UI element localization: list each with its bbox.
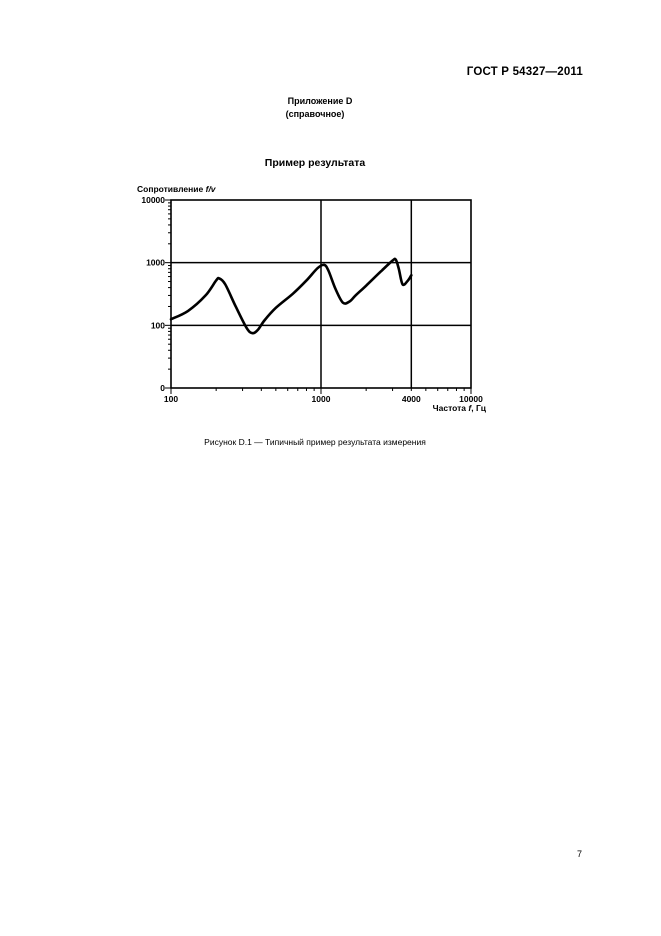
y-tick-label: 10000	[141, 195, 165, 205]
annex-subtitle: (справочное)	[285, 109, 345, 119]
figure-caption: Рисунок D.1 — Типичный пример результата измерения	[204, 437, 426, 447]
section-title: Пример результата	[264, 157, 366, 169]
x-tick-label: 10000	[459, 394, 483, 404]
x-axis-label: Частота f, Гц	[432, 403, 486, 413]
grid-layer	[171, 200, 471, 388]
y-tick-label: 1000	[146, 257, 165, 268]
impedance-chart	[0, 0, 661, 430]
annex-title: Приложение D	[287, 96, 353, 106]
x-tick-label: 1000	[311, 394, 331, 404]
x-tick-label: 100	[163, 394, 179, 404]
x-tick-label: 4000	[401, 394, 421, 404]
data-series-line	[171, 259, 411, 333]
labels-layer	[141, 195, 483, 404]
y-tick-label: 100	[150, 320, 165, 331]
series-layer	[171, 259, 411, 333]
ticks-layer	[165, 200, 471, 394]
y-tick-label: 0	[160, 383, 165, 393]
document-code: ГОСТ Р 54327—2011	[466, 66, 583, 78]
y-axis-label: Сопротивление f/v	[137, 184, 216, 194]
page-number: 7	[576, 849, 582, 859]
